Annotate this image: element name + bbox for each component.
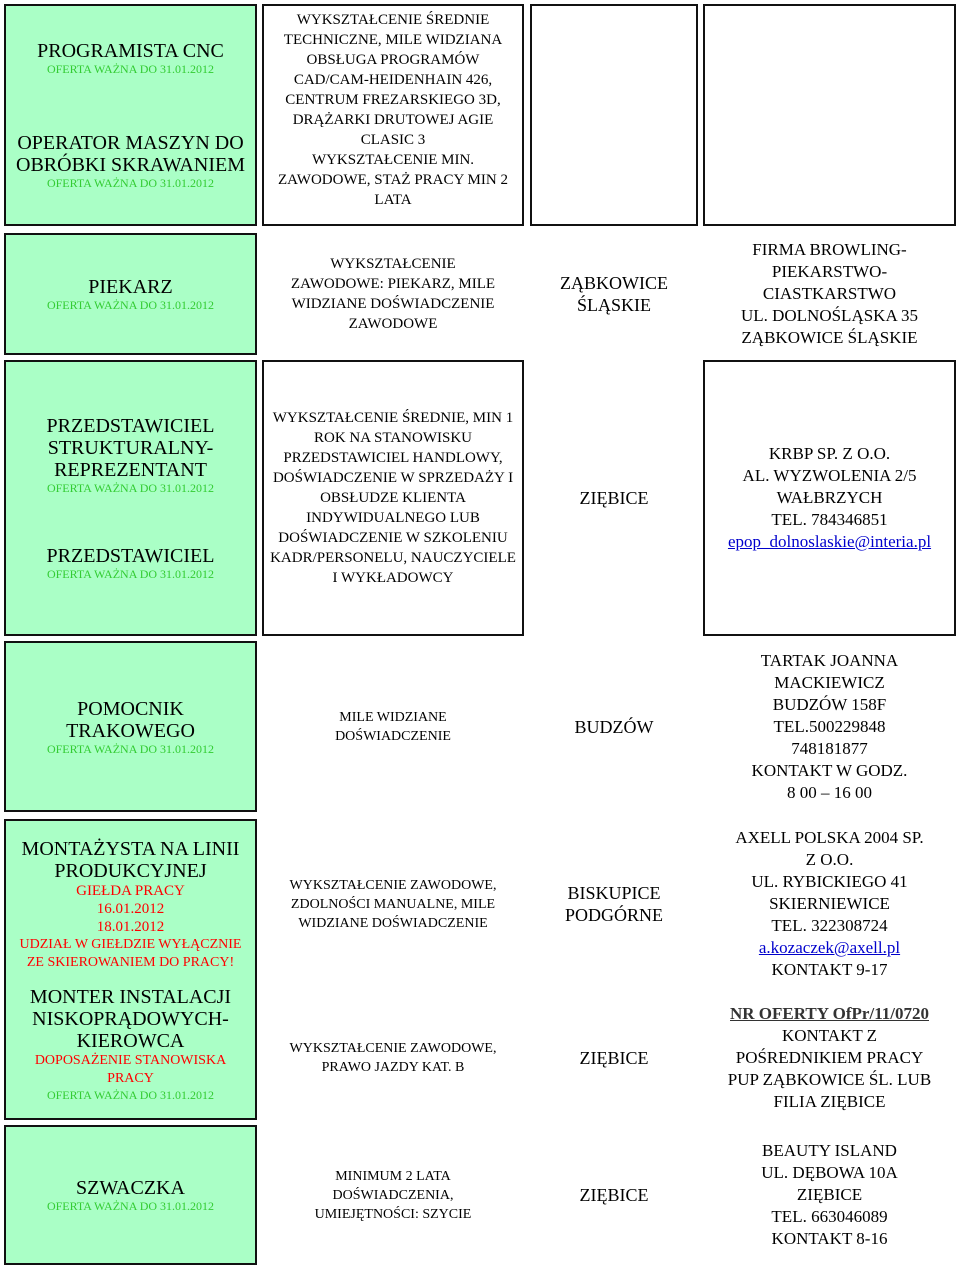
contact-company: AXELL POLSKA 2004 SP. Z O.O. bbox=[735, 828, 924, 869]
job-title: PIEKARZ bbox=[88, 276, 173, 298]
job-title: MONTER INSTALACJI NISKOPRĄDOWYCH-KIEROWCA bbox=[29, 985, 232, 1052]
location-text: ZIĘBICE bbox=[579, 1185, 649, 1205]
validity-date: OFERTA WAŻNA DO 31.01.2012 bbox=[46, 481, 215, 495]
contact-city: SKIERNIEWICE bbox=[769, 894, 890, 913]
contact-phone: TEL. 663046089 bbox=[771, 1207, 888, 1226]
requirements-text: WYKSZTAŁCENIE ŚREDNIE, MIN 1 ROK NA STANOWISKU PRZEDSTAWICIEL HANDLOWY, DOŚWIADCZENIE W SPRZEDAŻY I OBSŁUDZE KLIENTA INDYWIDUALNEGO LUB DOŚWIADCZENIE W SZKOLENIU KADR/PERSONELU, NAUCZYCIELE I WYKŁADOWCY bbox=[270, 410, 516, 586]
location-text: BISKUPICE PODGÓRNE bbox=[564, 883, 663, 925]
contact-city: ZIĘBICE bbox=[796, 1185, 863, 1204]
contact-company: KRBP SP. Z O.O. bbox=[768, 444, 891, 463]
validity-date: OFERTA WAŻNA DO 31.01.2012 bbox=[46, 298, 215, 312]
contact-address: AL. WYZWOLENIA 2/5 bbox=[742, 466, 917, 485]
requirements-cell-szwaczka bbox=[262, 1125, 524, 1265]
contact-address: UL. DOLNOŚLĄSKA 35 ZĄBKOWICE ŚLĄSKIE bbox=[740, 306, 919, 347]
validity-date: OFERTA WAŻNA DO 31.01.2012 bbox=[46, 176, 215, 190]
job-fair-date: 18.01.2012 bbox=[96, 918, 165, 935]
contact-company: BEAUTY ISLAND bbox=[762, 1141, 897, 1160]
contact-city: WAŁBRZYCH bbox=[776, 488, 883, 507]
job-title: OPERATOR MASZYN DO OBRÓBKI SKRAWANIEM bbox=[16, 132, 245, 176]
requirements-cell-montazysta bbox=[262, 819, 524, 989]
job-fair-note: UDZIAŁ W GIEŁDZIE WYŁĄCZNIE ZE SKIEROWANIEM DO PRACY! bbox=[19, 936, 242, 970]
location-text: ZĄBKOWICE ŚLĄSKIE bbox=[560, 273, 668, 315]
job-title: PRZEDSTAWICIEL STRUKTURALNY-REPREZENTANT bbox=[46, 415, 215, 481]
location-cell-piekarz bbox=[530, 233, 698, 355]
job-title: PROGRAMISTA CNC bbox=[37, 40, 224, 62]
job-cell-szwaczka bbox=[4, 1125, 257, 1265]
contact-email-link[interactable]: epop_dolnoslaskie@interia.pl bbox=[727, 532, 932, 551]
contact-cell-cnc bbox=[703, 4, 956, 226]
requirements-cell-cnc bbox=[262, 4, 524, 226]
job-title: SZWACZKA bbox=[76, 1177, 185, 1199]
contact-company: TARTAK JOANNA MACKIEWICZ bbox=[760, 650, 899, 692]
contact-address: UL. DĘBOWA 10A bbox=[761, 1163, 898, 1182]
validity-date: OFERTA WAŻNA DO 31.01.2012 bbox=[46, 62, 215, 76]
validity-date: OFERTA WAŻNA DO 31.01.2012 bbox=[46, 741, 215, 756]
contact-cell-szwaczka bbox=[703, 1125, 956, 1265]
location-text: BUDZÓW bbox=[574, 716, 654, 737]
contact-phone: TEL. 784346851 bbox=[771, 510, 888, 529]
requirements-text: WYKSZTAŁCENIE ZAWODOWE, PRAWO JAZDY KAT. B bbox=[289, 1040, 497, 1075]
validity-date: OFERTA WAŻNA DO 31.01.2012 bbox=[46, 1087, 215, 1102]
requirements-cell-przedstawiciel bbox=[262, 360, 524, 636]
contact-hours: KONTAKT 8-16 bbox=[771, 1229, 888, 1248]
contact-address: UL. RYBICKIEGO 41 bbox=[751, 872, 908, 891]
location-cell-monter bbox=[530, 995, 698, 1120]
contact-phone: TEL. 322308724 bbox=[771, 916, 888, 935]
contact-phone: TEL.500229848 bbox=[773, 716, 886, 736]
contact-cell-przedstawiciel bbox=[703, 360, 956, 636]
contact-phone: 748181877 bbox=[791, 738, 868, 758]
job-cell-przedstawiciel bbox=[4, 360, 257, 636]
contact-address: BUDZÓW 158F bbox=[772, 694, 887, 714]
offer-number: NR OFERTY OfPr/11/0720 bbox=[730, 1003, 929, 1023]
requirements-cell-piekarz bbox=[262, 233, 524, 355]
job-title: POMOCNIK TRAKOWEGO bbox=[66, 697, 195, 742]
location-cell-pomocnik bbox=[530, 641, 698, 812]
location-cell-cnc bbox=[530, 4, 698, 226]
requirements-text: WYKSZTAŁCENIE ZAWODOWE, ZDOLNOŚCI MANUALNE, MILE WIDZIANE DOŚWIADCZENIE bbox=[289, 877, 497, 931]
location-cell-montazysta bbox=[530, 819, 698, 989]
location-cell-przedstawiciel bbox=[530, 360, 698, 636]
job-cell-pomocnik bbox=[4, 641, 257, 812]
contact-hours: 8 00 – 16 00 bbox=[787, 782, 872, 802]
job-fair-date: 16.01.2012 bbox=[96, 900, 165, 917]
job-title: PRZEDSTAWICIEL bbox=[46, 545, 215, 567]
contact-info: KONTAKT Z POŚREDNIKIEM PRACY PUP ZĄBKOWICE ŚL. LUB FILIA ZIĘBICE bbox=[727, 1025, 932, 1111]
job-note: DOPOSAŻENIE STANOWISKA PRACY bbox=[34, 1052, 227, 1086]
contact-cell-piekarz bbox=[703, 233, 956, 355]
location-cell-szwaczka bbox=[530, 1125, 698, 1265]
contact-cell-pomocnik bbox=[703, 641, 956, 812]
validity-date: OFERTA WAŻNA DO 31.01.2012 bbox=[46, 1199, 215, 1213]
requirements-text: MILE WIDZIANE DOŚWIADCZENIE bbox=[335, 709, 451, 744]
location-text: ZIĘBICE bbox=[579, 488, 649, 508]
requirements-cell-pomocnik bbox=[262, 641, 524, 812]
requirements-text: WYKSZTAŁCENIE ZAWODOWE: PIEKARZ, MILE WIDZIANE DOŚWIADCZENIE ZAWODOWE bbox=[290, 256, 496, 332]
job-cell-piekarz bbox=[4, 233, 257, 355]
job-fair-note: GIEŁDA PRACY bbox=[76, 882, 185, 899]
requirements-text: MINIMUM 2 LATA DOŚWIADCZENIA, UMIEJĘTNOŚCI: SZYCIE bbox=[314, 1168, 472, 1222]
job-cell-cnc-operator bbox=[4, 4, 257, 226]
contact-hours: KONTAKT 9-17 bbox=[771, 960, 888, 979]
location-text: ZIĘBICE bbox=[579, 1047, 649, 1068]
contact-cell-monter bbox=[703, 995, 956, 1120]
contact-cell-montazysta bbox=[703, 819, 956, 989]
requirements-cell-monter bbox=[262, 995, 524, 1120]
job-title: MONTAŻYSTA NA LINII PRODUKCYJNEJ bbox=[21, 837, 240, 882]
validity-date: OFERTA WAŻNA DO 31.01.2012 bbox=[46, 567, 215, 581]
contact-hours-label: KONTAKT W GODZ. bbox=[751, 760, 908, 780]
contact-email-link[interactable]: a.kozaczek@axell.pl bbox=[758, 938, 901, 957]
contact-company: FIRMA BROWLING-PIEKARSTWO-CIASTKARSTWO bbox=[752, 240, 907, 303]
job-cell-montazysta-monter bbox=[4, 819, 257, 1120]
requirements-text: WYKSZTAŁCENIE MIN. ZAWODOWE, STAŻ PRACY MIN 2 LATA bbox=[278, 152, 508, 208]
requirements-text: WYKSZTAŁCENIE ŚREDNIE TECHNICZNE, MILE WIDZIANA OBSŁUGA PROGRAMÓW CAD/CAM-HEIDENHAIN 426, CENTRUM FREZARSKIEGO 3D, DRĄŻARKI DRUTOWEJ AGIE CLASIC 3 bbox=[283, 12, 503, 148]
